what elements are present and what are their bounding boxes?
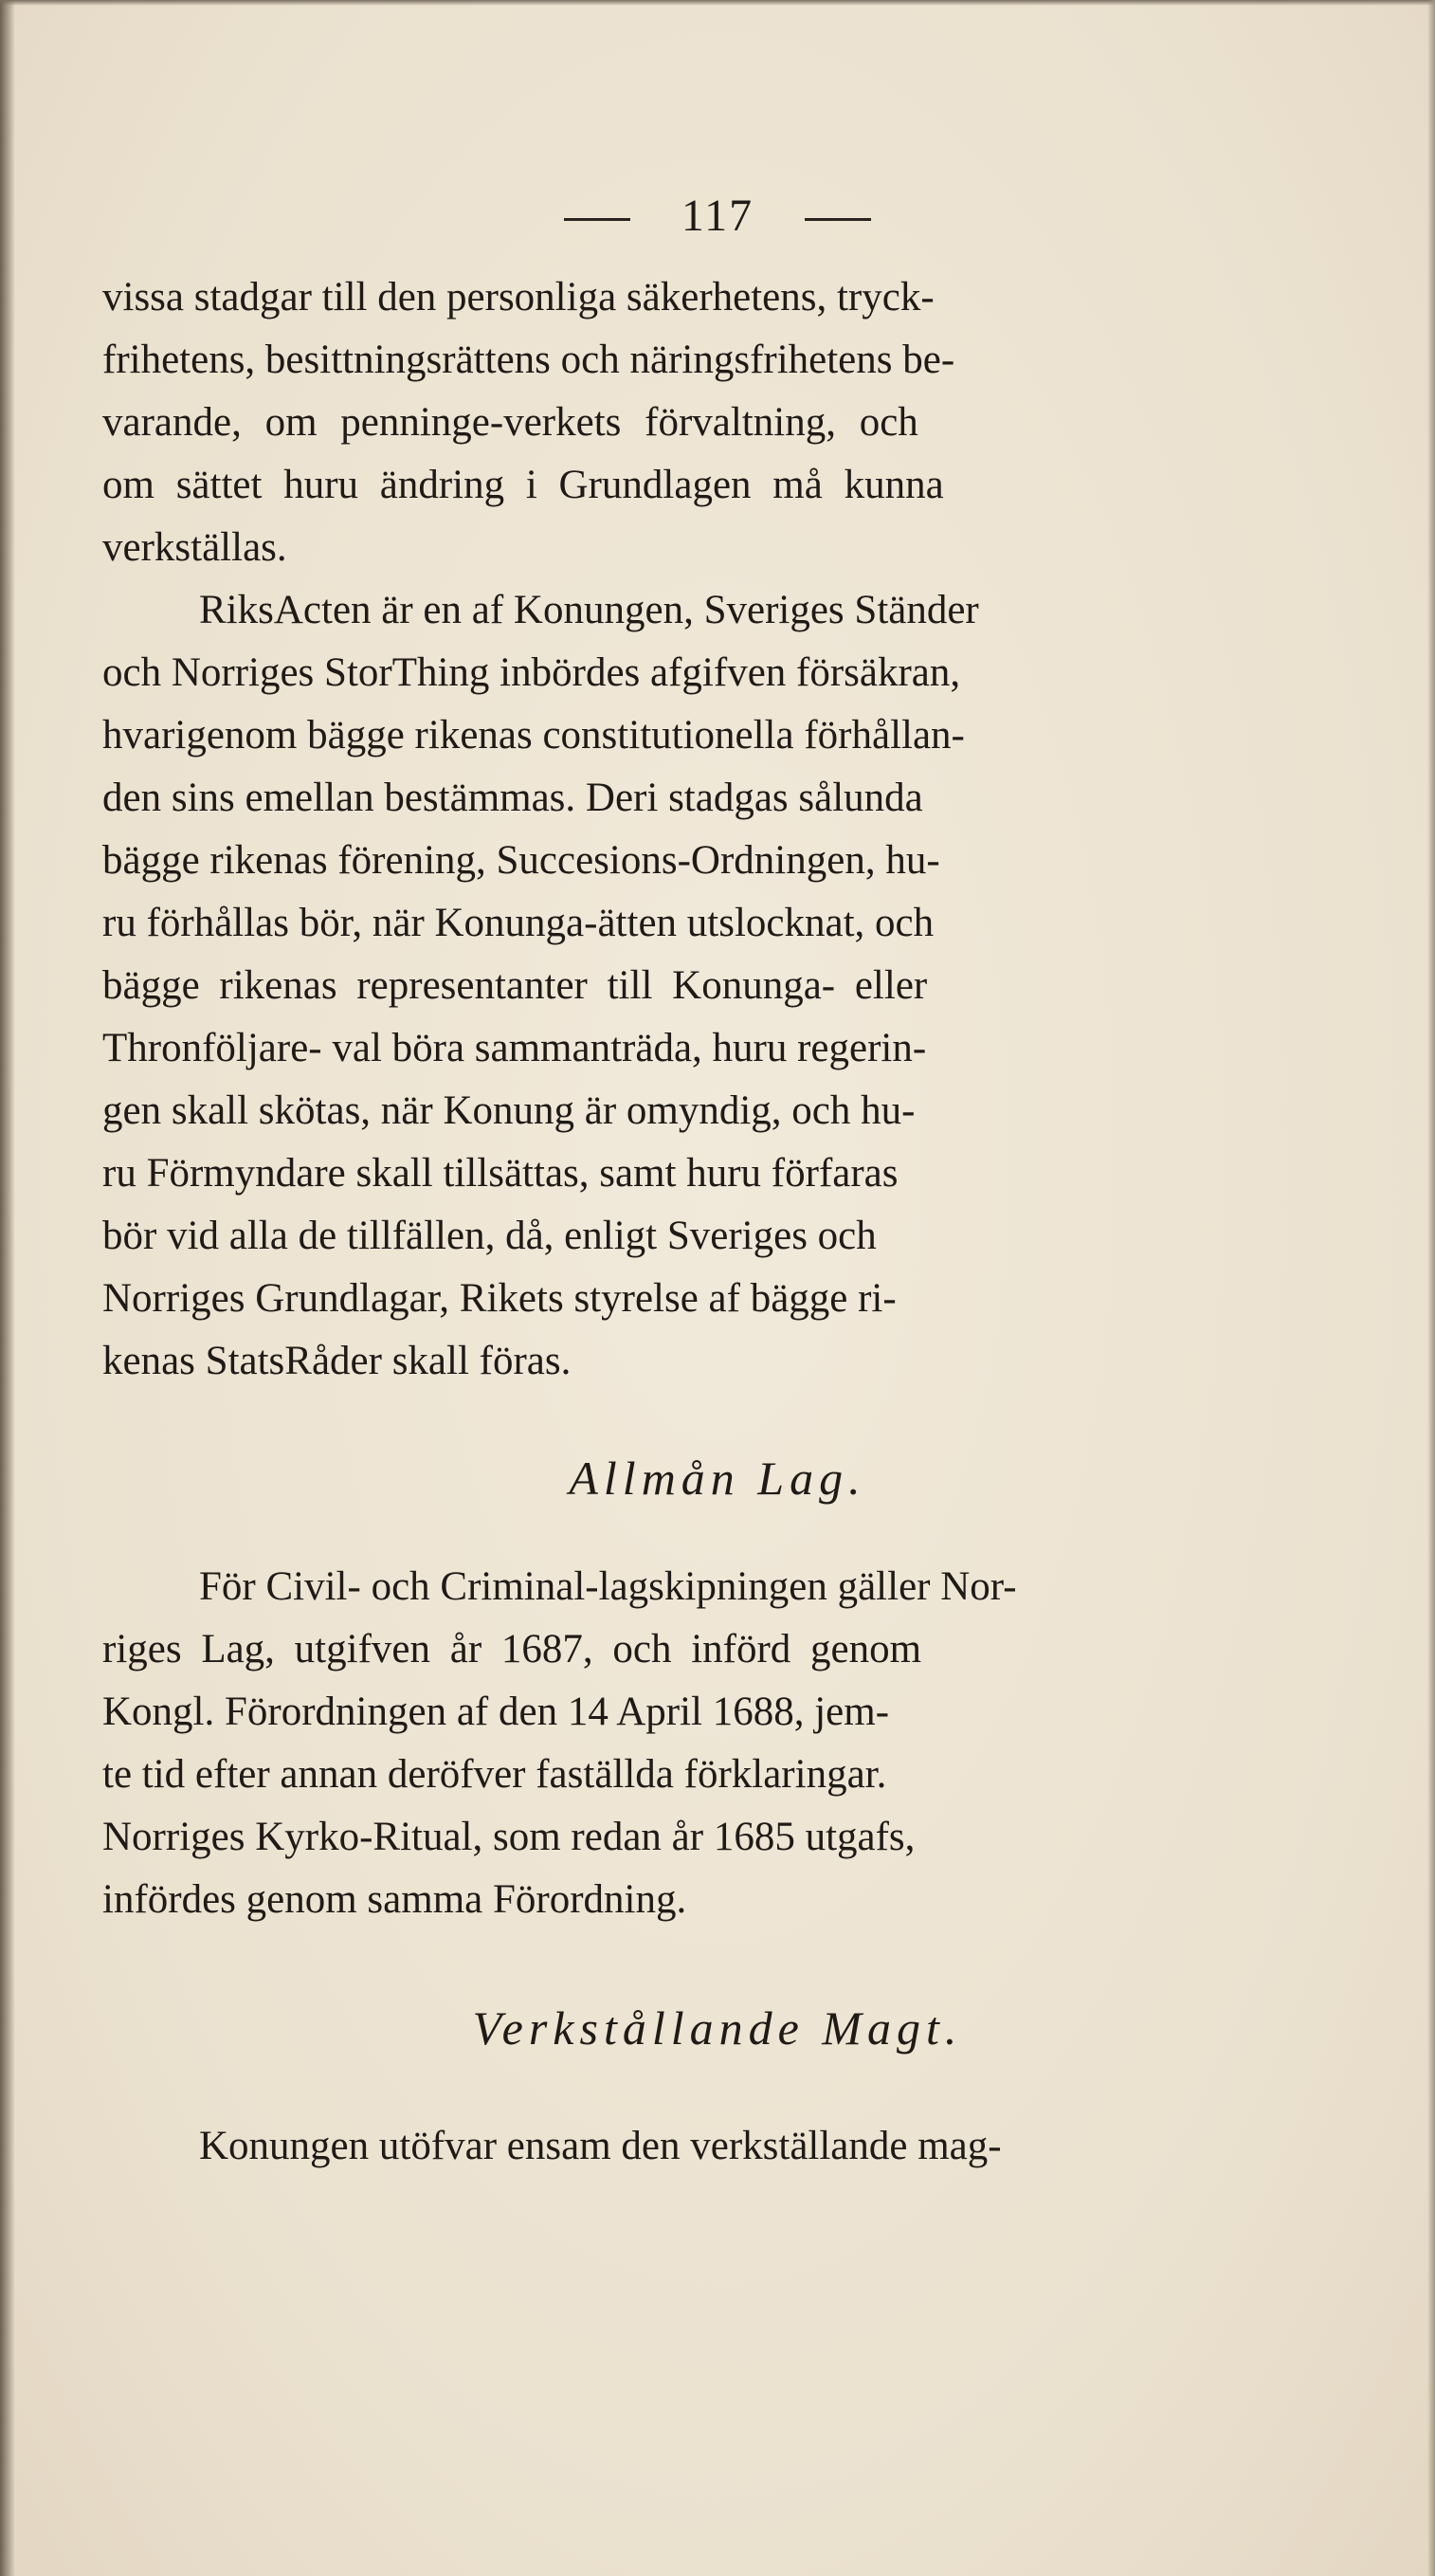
- section-heading: Allmån Lag.: [569, 1452, 866, 1505]
- header-dash-right: [805, 218, 871, 221]
- text-line: bör vid alla de tillfällen, då, enligt Sveriges och: [102, 1214, 877, 1258]
- text-line: Konungen utöfvar ensam den verkställande mag-: [199, 2124, 1002, 2168]
- header-dash-left: [564, 218, 630, 221]
- text-line: ru Förmyndare skall tillsättas, samt huru förfaras: [102, 1151, 899, 1196]
- text-line: Norriges Grundlagar, Rikets styrelse af bägge ri-: [102, 1276, 897, 1321]
- text-line: gen skall skötas, när Konung är omyndig, och hu-: [102, 1088, 916, 1133]
- text-line: Norriges Kyrko-Ritual, som redan år 1685 utgafs,: [102, 1815, 916, 1859]
- text-line: hvarigenom bägge rikenas constitutionella förhållan-: [102, 713, 965, 758]
- text-line: vissa stadgar till den personliga säkerhetens, tryck-: [102, 275, 935, 320]
- text-line: te tid efter annan deröfver faställda förklaringar.: [102, 1752, 887, 1797]
- text-line: För Civil- och Criminal-lagskipningen gäller Nor-: [199, 1564, 1017, 1609]
- page-right-edge: [1427, 0, 1435, 2576]
- text-line: Kongl. Förordningen af den 14 April 1688, jem-: [102, 1690, 890, 1734]
- text-line: den sins emellan bestämmas. Deri stadgas sålunda: [102, 776, 923, 820]
- text-line: om sättet huru ändring i Grundlagen må kunna: [102, 463, 944, 507]
- text-line: infördes genom samma Förordning.: [102, 1877, 687, 1922]
- text-line: Thronföljare- val böra sammanträda, huru regerin-: [102, 1026, 927, 1070]
- page-top-edge: [0, 0, 1435, 6]
- text-line: kenas StatsRåder skall föras.: [102, 1339, 572, 1383]
- text-line: RiksActen är en af Konungen, Sveriges Ständer: [199, 588, 979, 632]
- page-header: [0, 190, 1435, 242]
- text-line: bägge rikenas förening, Succesions-Ordningen, hu-: [102, 838, 940, 883]
- page-number: 117: [681, 191, 754, 241]
- text-line: verkställas.: [102, 525, 287, 570]
- text-line: varande, om penninge-verkets förvaltning, och: [102, 400, 918, 445]
- text-line: frihetens, besittningsrättens och näringsfrihetens be-: [102, 338, 955, 382]
- text-line: bägge rikenas representanter till Konunga- eller: [102, 963, 928, 1008]
- text-line: ru förhållas bör, när Konunga-ätten utslocknat, och: [102, 901, 935, 945]
- page-edge-shadow: [0, 0, 15, 2576]
- text-line: riges Lag, utgifven år 1687, och införd genom: [102, 1627, 922, 1672]
- section-heading: Verkstållande Magt.: [472, 2001, 963, 2055]
- text-line: och Norriges StorThing inbördes afgifven försäkran,: [102, 650, 961, 695]
